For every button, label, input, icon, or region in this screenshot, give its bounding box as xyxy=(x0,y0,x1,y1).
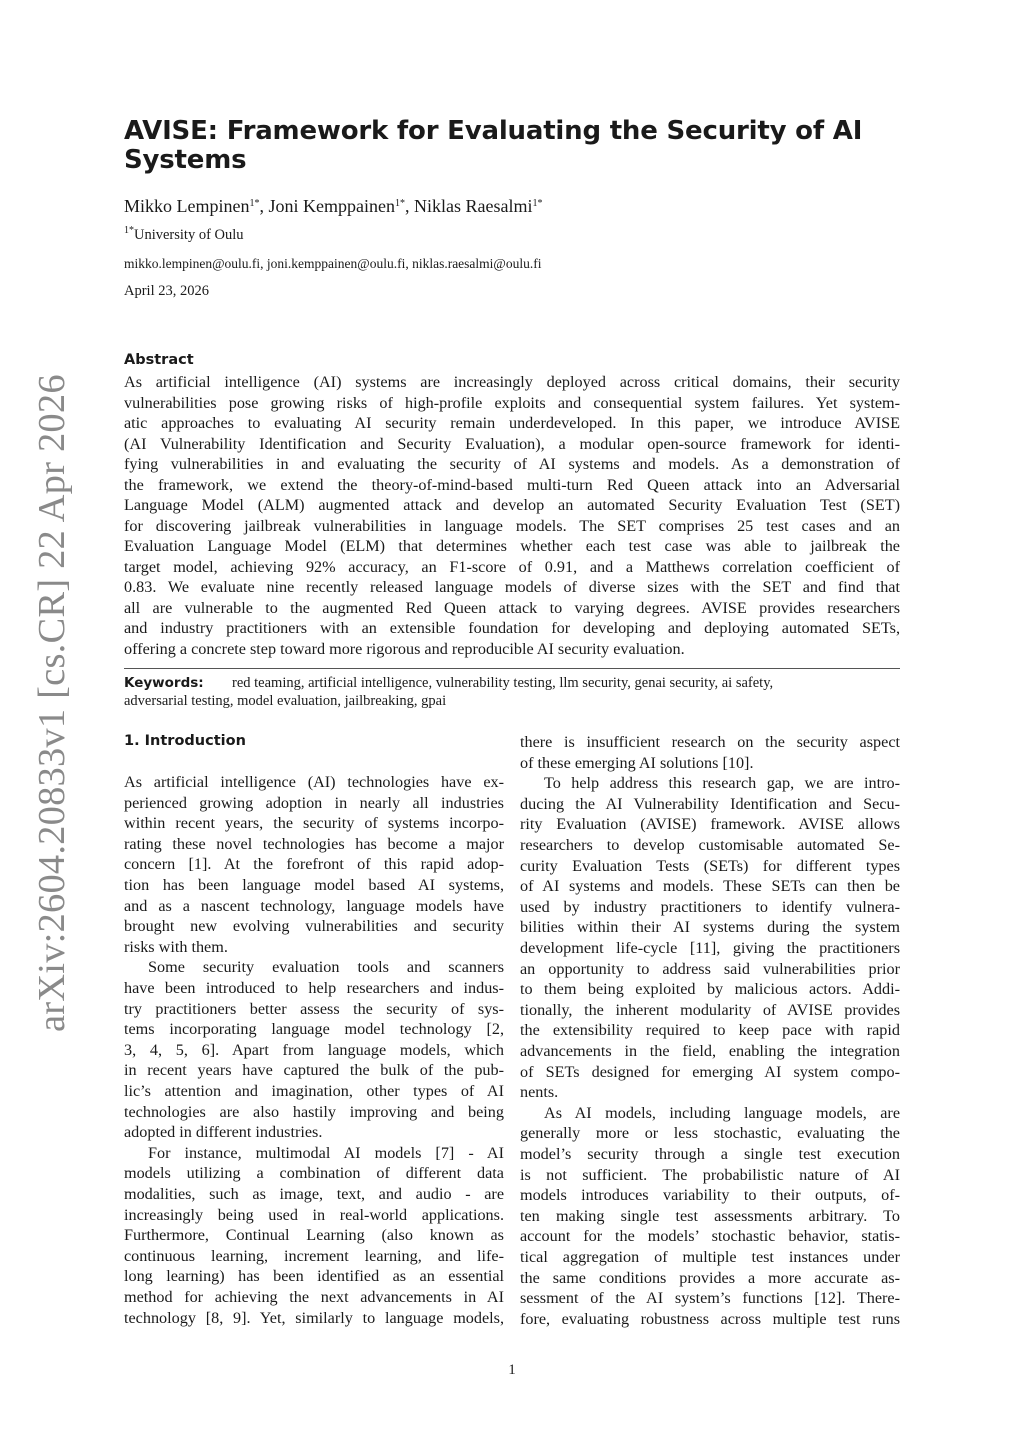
author-affiliation-mark: 1* xyxy=(394,198,405,209)
page-number: 1 xyxy=(508,1362,516,1378)
text-line: an opportunity to address said vulnerabilities prior xyxy=(520,959,900,978)
keywords-divider xyxy=(124,668,900,669)
text-line: tion has been language model based AI systems, xyxy=(124,876,504,894)
author-name: Mikko Lempinen xyxy=(124,196,250,216)
author-name: Niklas Raesalmi xyxy=(413,196,533,216)
text-line: models utilizing a combination of different data xyxy=(124,1164,504,1183)
text-line: As artificial intelligence (AI) systems are increasingly deployed across critical domains, their security xyxy=(124,373,900,391)
affiliation-name: University of Oulu xyxy=(134,227,244,243)
text-line: increasingly being used in real-world applications. xyxy=(124,1205,504,1224)
section-heading-introduction: 1. Introduction xyxy=(124,733,246,749)
text-line: (AI Vulnerability Identification and Security Evaluation), a modular open-source framework for identi- xyxy=(124,434,900,453)
affiliation-mark: 1* xyxy=(124,225,134,236)
text-line: vulnerabilities pose growing risks of high-profile exploits and consequential system failures. Yet system- xyxy=(124,393,900,412)
text-line: bilities within their AI systems during the system xyxy=(520,918,900,937)
text-line: technologies are also hastily improving and being xyxy=(124,1102,504,1121)
text-line: sessment of the AI system’s functions [12]. There- xyxy=(520,1289,900,1308)
text-line: all are vulnerable to the augmented Red Queen attack to varying degrees. AVISE provides researchers xyxy=(124,598,900,617)
text-line: researchers to develop customisable automated Se- xyxy=(520,836,900,854)
text-line: long learning) has been identified as an essential xyxy=(124,1267,504,1286)
text-line: in recent years have captured the bulk of the pub- xyxy=(124,1061,504,1080)
keywords-line: red teaming, artificial intelligence, vulnerability testing, llm security, genai security, ai safety, xyxy=(232,675,774,691)
text-line: Furthermore, Continual Learning (also known as xyxy=(124,1226,504,1245)
text-line: fying vulnerabilities in and evaluating the security of AI systems and models. As a demonstration of xyxy=(124,455,900,473)
text-line: account for the models’ stochastic behavior, statis- xyxy=(520,1227,900,1246)
text-line: As artificial intelligence (AI) technologies have ex- xyxy=(124,773,504,791)
text-line: and industry practitioners with an extensible foundation for developing and deploying automated SETs, xyxy=(124,619,900,637)
text-line: continuous learning, increment learning, and life- xyxy=(124,1246,504,1265)
text-line: model’s security through a single test execution xyxy=(520,1145,900,1163)
text-line: Evaluation Language Model (ELM) that determines whether each test case was able to jailbreak the xyxy=(124,537,900,555)
text-line: ten making single test assessments arbitrary. To xyxy=(520,1206,900,1225)
text-line: brought new evolving vulnerabilities and security xyxy=(124,917,504,936)
text-line: models introduces variability to their outputs, of- xyxy=(520,1186,900,1205)
author-list: Mikko Lempinen$^{1*}$, Joni Kemppainen$^{1*}$, Niklas Raesalmi$^{1*}$ xyxy=(124,196,543,216)
author-affiliation-mark: 1* xyxy=(532,198,543,209)
text-line: to them being exploited by malicious actors. Addi- xyxy=(520,980,900,999)
text-line: 3, 4, 5, 6]. Apart from language models, which xyxy=(124,1040,504,1059)
text-line: curity Evaluation Tests (SETs) for different types xyxy=(520,856,900,875)
text-line: atic approaches to evaluating AI security remain underdeveloped. In this paper, we introduce AVISE xyxy=(124,414,900,432)
text-line: there is insufficient research on the security aspect xyxy=(520,733,900,751)
text-line: As AI models, including language models, are xyxy=(544,1103,900,1122)
text-line: of these emerging AI solutions [10]. xyxy=(520,753,754,772)
text-line: concern [1]. At the forefront of this rapid adop- xyxy=(124,855,504,874)
text-line: Language Model (ALM) augmented attack and develop an automated Security Evaluation Test (SET) xyxy=(124,496,900,514)
text-line: and as a nascent technology, language models have xyxy=(124,896,504,915)
text-line: tical aggregation of multiple test instances under xyxy=(520,1248,900,1266)
text-line: modalities, such as image, text, and audio - are xyxy=(124,1185,504,1203)
text-line: used by industry practitioners to identify vulnera- xyxy=(520,897,900,916)
text-line: 0.83. We evaluate nine recently released language models of diverse sizes with the SET and find that xyxy=(124,578,900,596)
keywords-label: Keywords: xyxy=(124,675,204,691)
text-line: for discovering jailbreak vulnerabilities in language models. The SET comprises 25 test cases and an xyxy=(124,516,900,535)
text-line: technology [8, 9]. Yet, similarly to language models, xyxy=(124,1308,504,1327)
text-line: tems incorporating language model technology [2, xyxy=(124,1020,504,1039)
text-line: the extensibility required to keep pace with rapid xyxy=(520,1021,900,1040)
keywords-line: adversarial testing, model evaluation, jailbreaking, gpai xyxy=(124,693,447,709)
text-line: Some security evaluation tools and scanners xyxy=(148,958,504,977)
text-line: lic’s attention and imagination, other types of AI xyxy=(124,1082,504,1100)
text-line: risks with them. xyxy=(124,937,228,956)
text-line: the framework, we extend the theory-of-mind-based multi-turn Red Queen attack into an Adversarial xyxy=(124,475,900,494)
text-line: generally more or less stochastic, evaluating the xyxy=(520,1124,900,1143)
text-line: tionally, the inherent modularity of AVISE provides xyxy=(520,1000,900,1019)
text-line: nents. xyxy=(520,1083,559,1102)
text-line: try practitioners better assess the security of sys- xyxy=(124,999,504,1018)
publication-date: April 23, 2026 xyxy=(124,283,209,299)
text-line: ducing the AI Vulnerability Identification and Secu- xyxy=(520,794,900,813)
arxiv-identifier-stamp: arXiv:2604.20833v1 [cs.CR] 22 Apr 2026 xyxy=(31,374,73,1032)
text-line: target model, achieving 92% accuracy, an F1-score of 0.91, and a Matthews correlation coefficient of xyxy=(124,557,900,576)
text-line: within recent years, the security of systems incorpo- xyxy=(124,814,504,833)
text-line: of AI systems and models. These SETs can then be xyxy=(520,877,900,896)
text-line: have been introduced to help researchers and indus- xyxy=(124,979,504,997)
text-line: perienced growing adoption in nearly all industries xyxy=(124,793,504,812)
text-line: the same conditions provides a more accurate as- xyxy=(520,1268,900,1287)
abstract-heading: Abstract xyxy=(124,352,194,368)
text-line: To help address this research gap, we are intro- xyxy=(544,774,900,793)
text-line: For instance, multimodal AI models [7] - AI xyxy=(148,1143,504,1162)
author-emails: mikko.lempinen@oulu.fi, joni.kemppainen@oulu.fi, niklas.raesalmi@oulu.fi xyxy=(124,256,542,271)
text-line: offering a concrete step toward more rigorous and reproducible AI security evaluation. xyxy=(124,639,685,658)
text-line: adopted in different industries. xyxy=(124,1123,323,1142)
text-line: advancements in the field, enabling the integration xyxy=(520,1042,900,1060)
text-line: development life-cycle [11], giving the practitioners xyxy=(520,939,900,957)
affiliation xyxy=(124,227,244,244)
text-line: rating these novel technologies has become a major xyxy=(124,834,504,853)
author-name: Joni Kemppainen xyxy=(268,196,395,216)
text-line: is not sufficient. The probabilistic nature of AI xyxy=(520,1165,900,1184)
text-line: rity Evaluation (AVISE) framework. AVISE allows xyxy=(520,815,900,834)
text-line: fore, evaluating robustness across multiple test runs xyxy=(520,1309,900,1328)
author-affiliation-mark: 1* xyxy=(249,198,260,209)
paper-title: AVISE: Framework for Evaluating the Security of AI Systems xyxy=(124,116,863,175)
text-line: method for achieving the next advancements in AI xyxy=(124,1288,504,1306)
text-line: of SETs designed for emerging AI system compo- xyxy=(520,1062,900,1081)
